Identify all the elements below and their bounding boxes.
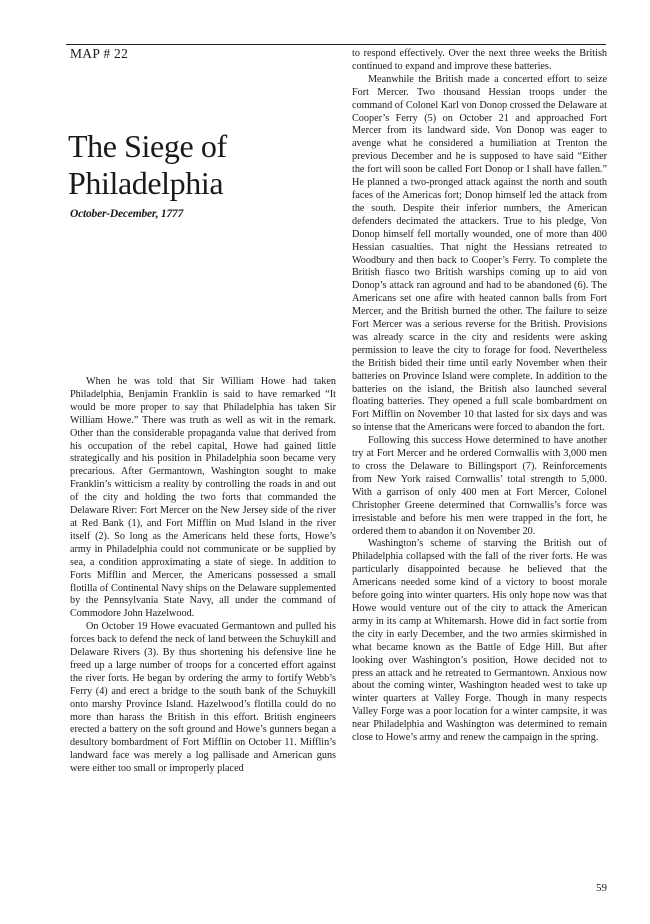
page-title: The Siege of Philadelphia — [68, 128, 227, 201]
paragraph: Following this success Howe determined to have another try at Fort Mercer and he ordered Cornwallis with 3,000 men to cross the Delaware to Billingsport (7). Reinforcements from New York raised Cornwallis’ total strength to 5,000. With a garrison of only 400 men at Fort Mercer, Colonel Christopher Greene determined that Cornwallis’s force was irresistable and before his men were trapped in the fort, he ordered them to abandon it on November 20. — [352, 435, 607, 537]
right-text-column — [352, 48, 607, 745]
page-number: 59 — [596, 882, 607, 894]
map-label: MAP # 22 — [70, 46, 129, 61]
paragraph: When he was told that Sir William Howe had taken Philadelphia, Benjamin Franklin is said to have remarked “It would be more proper to say that Philadelphia has taken Sir William Howe.” There was truth as well as wit in the remark. Other than the considerable propaganda value that derived from his occupation of the rebel capital, Howe had gained little strategically and his position in Philadelphia soon became very precarious. After Germantown, Washington sought to make Franklin’s witticism a reality by controlling the roads in and out of the city and holding the two forts that commanded the Delaware River: Fort Mercer on the New Jersey side of the river at Red Bank (1), and Fort Mifflin on Mud Island in the river itself (2). So long as the Americans held these forts, Howe’s army in Philadelphia could not communicate or be supplied by sea, a condition approximating a state of siege. In addition to Forts Mifflin and Mercer, the Americans possessed a small flotilla of Continental Navy ships on the Delaware supplemented by the Pennsylvania State Navy, all under the command of Commodore John Hazelwood. — [70, 376, 336, 620]
left-text-column — [70, 376, 336, 776]
paragraph: On October 19 Howe evacuated Germantown and pulled his forces back to defend the neck of land between the Schuykill and Delaware Rivers (3). By thus shortening his defensive line he freed up a large number of troops for a concerted effort against the river forts. He began by ordering the army to fortify Webb’s Ferry (4) and erect a bridge to the south bank of the Schuykill onto marshy Province Island. Hazelwood’s flotilla could do no more than harass the British in this effort. British engineers erected a battery on the soft ground and Howe’s gunners began a desultory bombardment of Fort Mifflin on October 11. Mifflin’s landward face was merely a log pallisade and American guns were either too small or improperly placed — [70, 621, 336, 775]
paragraph-continued: to respond effectively. Over the next three weeks the British continued to expand and improve these batteries. — [352, 48, 607, 72]
date-subtitle: October-December, 1777 — [70, 208, 184, 220]
header-rule — [66, 44, 606, 45]
paragraph: Meanwhile the British made a concerted effort to seize Fort Mercer. Two thousand Hessian troops under the command of Colonel Karl von Donop crossed the Delaware at Cooper’s Ferry (5) on October 21 and approached Fort Mercer from its landward side. Von Donop was eager to avenge what he considered a humiliation at Trenton the previous December and he is supposed to have said “Either the fort will soon be called Fort Donop or I shall have fallen.” He planned a two-pronged attack against the north and south faces of the Americas fort; Donop himself led the attack from the south. Despite their inferior numbers, the American defenders decimated the attackers. True to his pledge, Von Donop himself fell mortally wounded, one of more than 400 Hessian casualties. That night the Hessians retreated to Woodbury and then back to Cooper’s Ferry. To complete the British fiasco two British warships coming up to aid von Donop’s attack ran aground and had to be abandoned (6). The Americans set one afire with heated cannon balls from Fort Mercer, and the British burned the other. The failure to seize Fort Mercer was a serious reverse for the British. Provisions was already scarce in the city and residents were asking permission to leave the city to forage for food. Nevertheless the British bided their time until early November when their batteries on Province Island were complete. In addition to the batteries on the island, the British also launched several floating batteries. They opened a full scale bombardment on Fort Mifflin on November 10 that lasted for six days and was so intense that the Americans were forced to abandon the fort. — [352, 73, 607, 434]
paragraph: Washington’s scheme of starving the British out of Philadelphia collapsed with the fall of the river forts. He was particularly disappointed because he believed that the Americans needed some kind of a victory to boost morale before going into winter quarters. His only hope now was that Howe would venture out of the city to attack the American army in its camp at Whitemarsh. Howe did in fact sortie from the city in early December, and the two armies skirmished in what became known as the Battle of Edge Hill. But after looking over Washington’s position, Howe decided not to press an attack and he retreated to Germantown. Anxious now about the coming winter, Washington headed west to take up winter quarters at Valley Forge. Though in many respects Valley Forge was a poor location for a winter campsite, it was near Philadelphia and Washington was determined to remain close to Howe’s army and renew the campaign in the spring. — [352, 538, 607, 744]
